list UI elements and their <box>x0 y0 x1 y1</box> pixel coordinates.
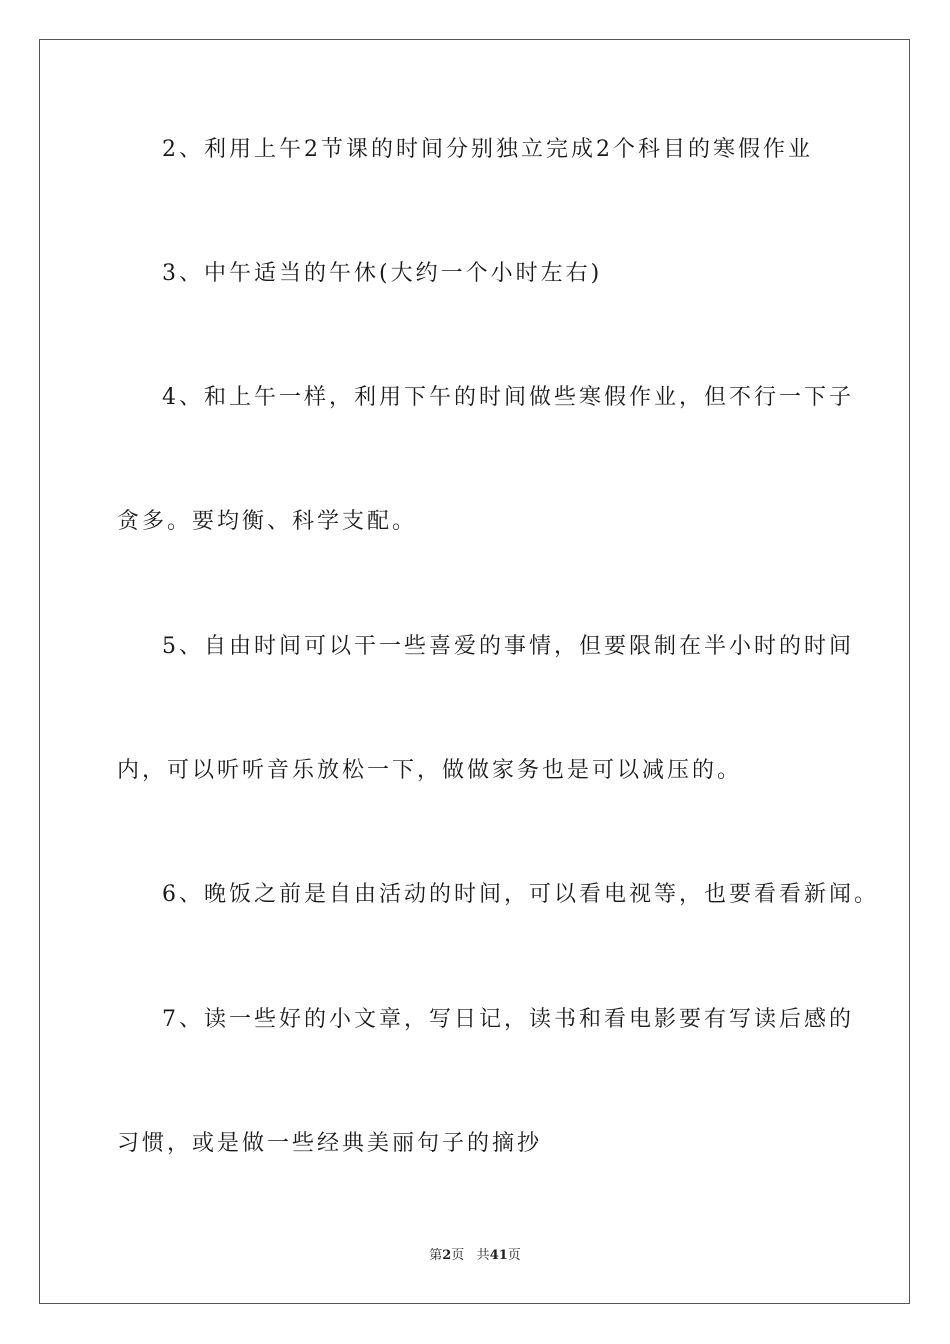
paragraph-line-4: 贪多。要均衡、科学支配。 <box>117 509 418 534</box>
paragraph-line-6: 内，可以听听音乐放松一下，做做家务也是可以减压的。 <box>117 758 743 783</box>
footer-total-prefix: 共 <box>476 1248 490 1263</box>
paragraph-line-1: 2、利用上午2节课的时间分别独立完成2个科目的寒假作业 <box>162 137 813 162</box>
page-footer <box>0 1247 950 1265</box>
page-border <box>39 39 910 1304</box>
paragraph-line-8: 7、读一些好的小文章，写日记，读书和看电影要有写读后感的 <box>162 1007 854 1032</box>
footer-page-suffix: 页 <box>451 1248 465 1263</box>
footer-total-suffix: 页 <box>507 1248 521 1263</box>
footer-total-pages: 41 <box>489 1248 508 1263</box>
footer-page-prefix: 第 <box>429 1248 443 1263</box>
paragraph-line-5: 5、自由时间可以干一些喜爱的事情，但要限制在半小时的时间 <box>162 634 854 659</box>
paragraph-line-2: 3、中午适当的午休(大约一个小时左右) <box>162 261 603 286</box>
paragraph-line-3: 4、和上午一样，利用下午的时间做些寒假作业，但不行一下子 <box>162 385 854 410</box>
footer-current-page: 2 <box>442 1248 452 1263</box>
paragraph-line-9: 习惯，或是做一些经典美丽句子的摘抄 <box>117 1131 543 1156</box>
paragraph-line-7: 6、晚饭之前是自由活动的时间，可以看电视等，也要看看新闻。 <box>162 882 879 907</box>
